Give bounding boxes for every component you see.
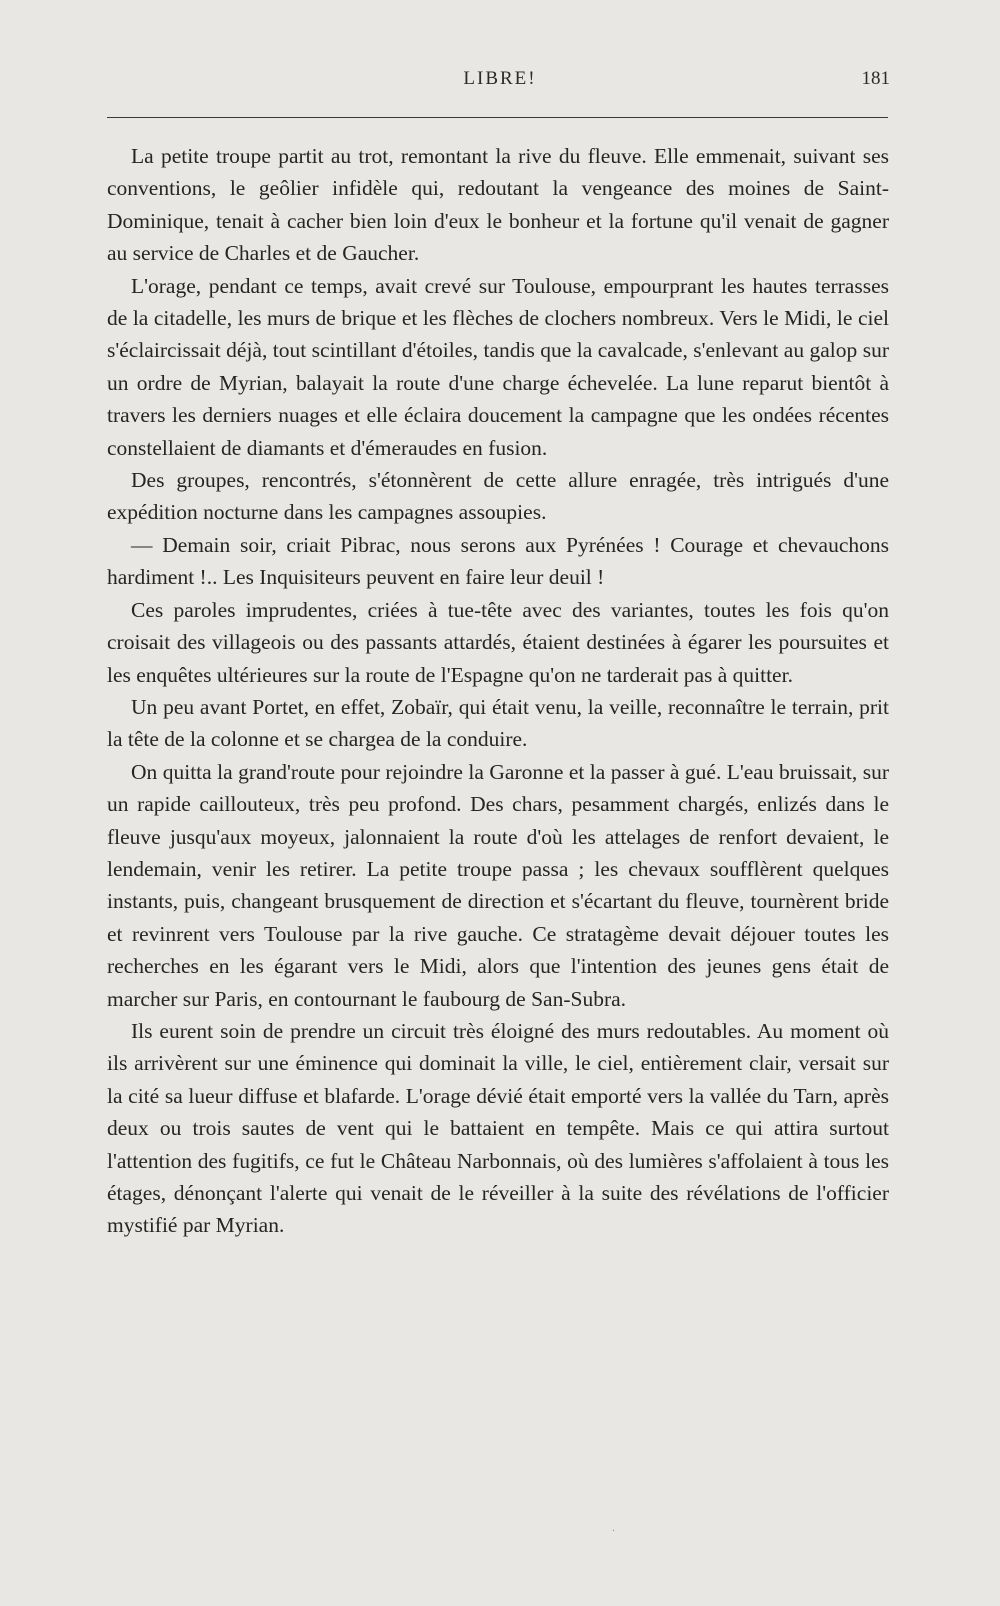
paragraph: Ces paroles imprudentes, criées à tue-tête avec des variantes, toutes les fois qu'on croisait des villageois ou des passants attardés, étaient destinées à égarer les poursuites et les enquêtes ultérieures sur la route de l'Espagne qu'on ne tarderait pas à quitter. bbox=[107, 597, 889, 687]
paragraph: — Demain soir, criait Pibrac, nous serons aux Pyrénées ! Courage et chevauchons hardiment !.. Les Inquisiteurs peuvent en faire leur deuil ! bbox=[107, 532, 889, 590]
paragraph: La petite troupe partit au trot, remontant la rive du fleuve. Elle emmenait, suivant ses conventions, le geôlier infidèle qui, redoutant la vengeance des moines de Saint-Dominique, tenait à cacher bien loin d'eux le bonheur et la fortune qu'il venait de gagner au service de Charles et de Gaucher. bbox=[107, 144, 889, 266]
running-head bbox=[0, 68, 1000, 98]
paragraph: Un peu avant Portet, en effet, Zobaïr, qui était venu, la veille, reconnaître le terrain, prit la tête de la colonne et se chargea de la conduire. bbox=[107, 694, 889, 752]
paragraph: L'orage, pendant ce temps, avait crevé sur Toulouse, empourprant les hautes terrasses de la citadelle, les murs de brique et les flèches de clochers nombreux. Vers le Midi, le ciel s'éclaircissait déjà, tout scintillant d'étoiles, tandis que la cavalcade, s'enlevant au galop sur un ordre de Myrian, balayait la route d'une charge échevelée. La lune reparut bientôt à travers les derniers nuages et elle éclaira doucement la campagne que les ondées récentes constellaient de diamants et d'émeraudes en fusion. bbox=[107, 273, 889, 460]
body-text bbox=[107, 140, 889, 1242]
header-rule bbox=[107, 117, 888, 118]
page-number: 181 bbox=[861, 68, 890, 89]
running-title: LIBRE! bbox=[463, 68, 537, 89]
paragraph: Ils eurent soin de prendre un circuit très éloigné des murs redoutables. Au moment où ils arrivèrent sur une éminence qui dominait la ville, le ciel, entièrement clair, versait sur la cité sa lueur diffuse et blafarde. L'orage dévié était emporté vers la vallée du Tarn, après deux ou trois sautes de vent qui le battaient en tempête. Mais ce qui attira surtout l'attention des fugitifs, ce fut le Château Narbonnais, où des lumières s'affolaient à tous les étages, dénonçant l'alerte qui venait de le réveiller à la suite des révélations de l'officier mystifié par Myrian. bbox=[107, 1018, 889, 1238]
paragraph: On quitta la grand'route pour rejoindre la Garonne et la passer à gué. L'eau bruissait, sur un rapide caillouteux, très peu profond. Des chars, pesamment chargés, enlizés dans le fleuve jusqu'aux moyeux, jalonnaient la route d'où les attelages de renfort devaient, le lendemain, venir les retirer. La petite troupe passa ; les chevaux soufflèrent quelques instants, puis, changeant brusquement de direction et s'écartant du fleuve, tournèrent bride et revinrent vers Toulouse par la rive gauche. Ce stratagème devait déjouer toutes les recherches en les égarant vers le Midi, alors que l'intention des jeunes gens était de marcher sur Paris, en contournant le faubourg de San-Subra. bbox=[107, 759, 889, 1011]
paper-speck: . bbox=[612, 1520, 615, 1534]
paragraph: Des groupes, rencontrés, s'étonnèrent de cette allure enragée, très intrigués d'une expédition nocturne dans les campagnes assoupies. bbox=[107, 468, 889, 525]
